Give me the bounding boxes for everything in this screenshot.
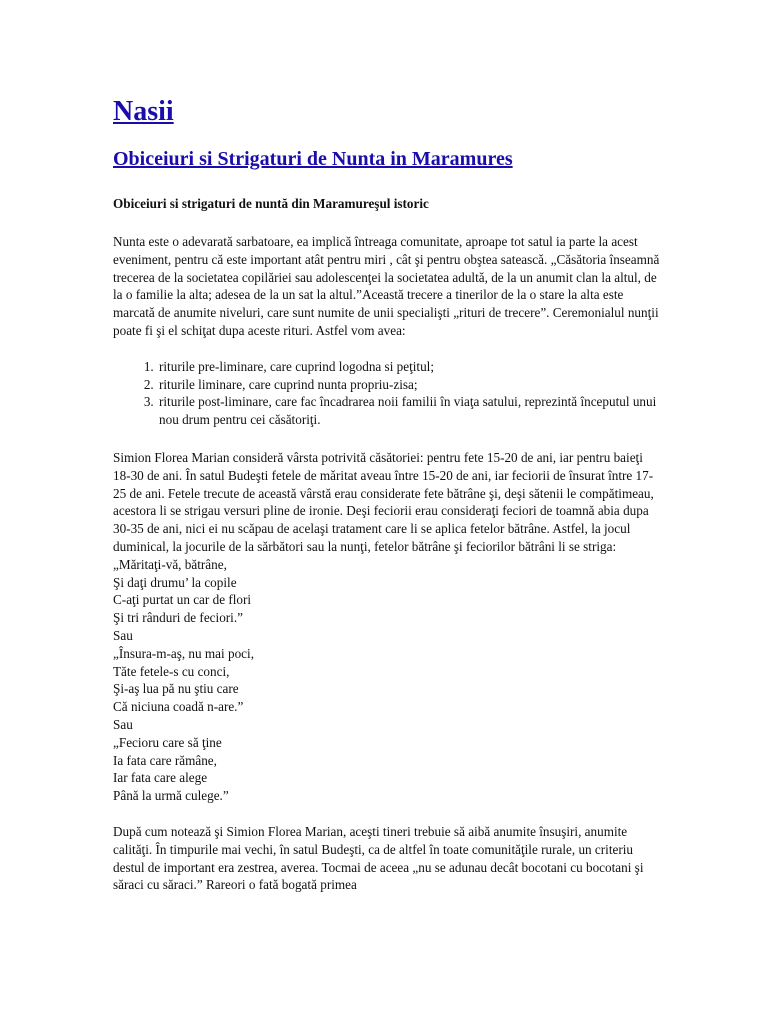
list-item: 2. riturile liminare, care cuprind nunta propriu-zisa;: [157, 376, 661, 394]
verse-line: C-aţi purtat un car de flori: [113, 592, 252, 608]
verse-line: Iar fata care alege: [113, 770, 208, 786]
subtitle-link[interactable]: Obiceiuri si Strigaturi de Nunta in Maramures: [113, 148, 513, 170]
page-title-link[interactable]: Nasii: [113, 96, 174, 127]
verses-block: [113, 556, 661, 805]
list-item: 3. riturile post-liminare, care fac încadrarea noii familii în viaţa satului, reprezintă începutul unui nou drum pentru cei căsătoriţi.: [157, 393, 661, 429]
section-heading: Obiceiuri si strigaturi de nuntă din Maramureşul istoric: [113, 196, 429, 211]
verse-line: Sau: [113, 627, 133, 643]
verse-line: Tăte fetele-s cu conci,: [113, 663, 230, 679]
document-page: [113, 92, 661, 894]
second-paragraph: Simion Florea Marian consideră vârsta potrivită căsătoriei: pentru fete 15-20 de ani, iar pentru baieţi 18-30 de ani. În satul Budeşti fetele de mǎritat aveau între 15-20 de ani, iar feciorii de însurat între 17-25 de ani. Fetele trecute de această vârstă erau considerate fete bătrâne şi, deşi sătenii le compătimeau, acestora li se strigau versuri pline de ironie. Deşi feciorii erau consideraţi feciori de toamnă abia dupa 30-35 de ani, nici ei nu scăpau de acelaşi tratament care li se aplica fetelor bătrâne. Astfel, la jocul duminical, la jocurile de la sărbători sau la nunţi, fetelor bătrâne şi feciorilor bătrâni li se striga:: [113, 449, 654, 554]
list-item: 1. riturile pre-liminare, care cuprind logodna si peţitul;: [157, 358, 661, 376]
verse-line: „Însura-m-aş, nu mai poci,: [113, 645, 254, 661]
verse-line: Că niciuna coadă n-are.”: [113, 699, 244, 715]
verse-line: Sau: [113, 716, 133, 732]
rites-list: [113, 358, 661, 429]
verse-line: Şi-aş lua pă nu ştiu care: [113, 681, 239, 697]
intro-paragraph: Nunta este o adevarată sarbatoare, ea implică întreaga comunitate, aproape tot satul ia parte la acest eveniment, pentru că este important atât pentru miri , cât şi pentru obştea sateascǎ. „Căsătoria înseamnă trecerea de la societatea copilăriei sau adolescenţei la societatea adultǎ, de la un anumit clan la altul, de la o familie la alta; adesea de la un sat la altul.”Această trecere a tinerilor de la o stare la alta este marcatǎ de anumite niveluri, care sunt numite de unii specialişti „rituri de trecere”. Ceremonialul nunţii poate fi şi el schiţat dupa aceste rituri. Astfel vom avea:: [113, 234, 660, 338]
third-paragraph: După cum notează şi Simion Florea Marian, aceşti tineri trebuie să aibă anumite însuşiri, anumite calităţi. În timpurile mai vechi, în satul Budeşti, ca de altfel în toate comunităţile rurale, un criteriu destul de important era zestrea, averea. Tocmai de aceea „nu se adunau decât bocotani cu bocotani şi săraci cu săraci.” Rareori o fată bogată primea: [113, 823, 644, 893]
verse-line: „Măritaţi-vă, bătrâne,: [113, 556, 227, 572]
verse-line: Ia fata care rămâne,: [113, 752, 217, 768]
verse-line: „Fecioru care să ţine: [113, 734, 222, 750]
verse-line: Până la urmă culege.”: [113, 788, 229, 804]
verse-line: Şi tri rânduri de feciori.”: [113, 610, 243, 626]
verse-line: Şi daţi drumu’ la copile: [113, 574, 237, 590]
